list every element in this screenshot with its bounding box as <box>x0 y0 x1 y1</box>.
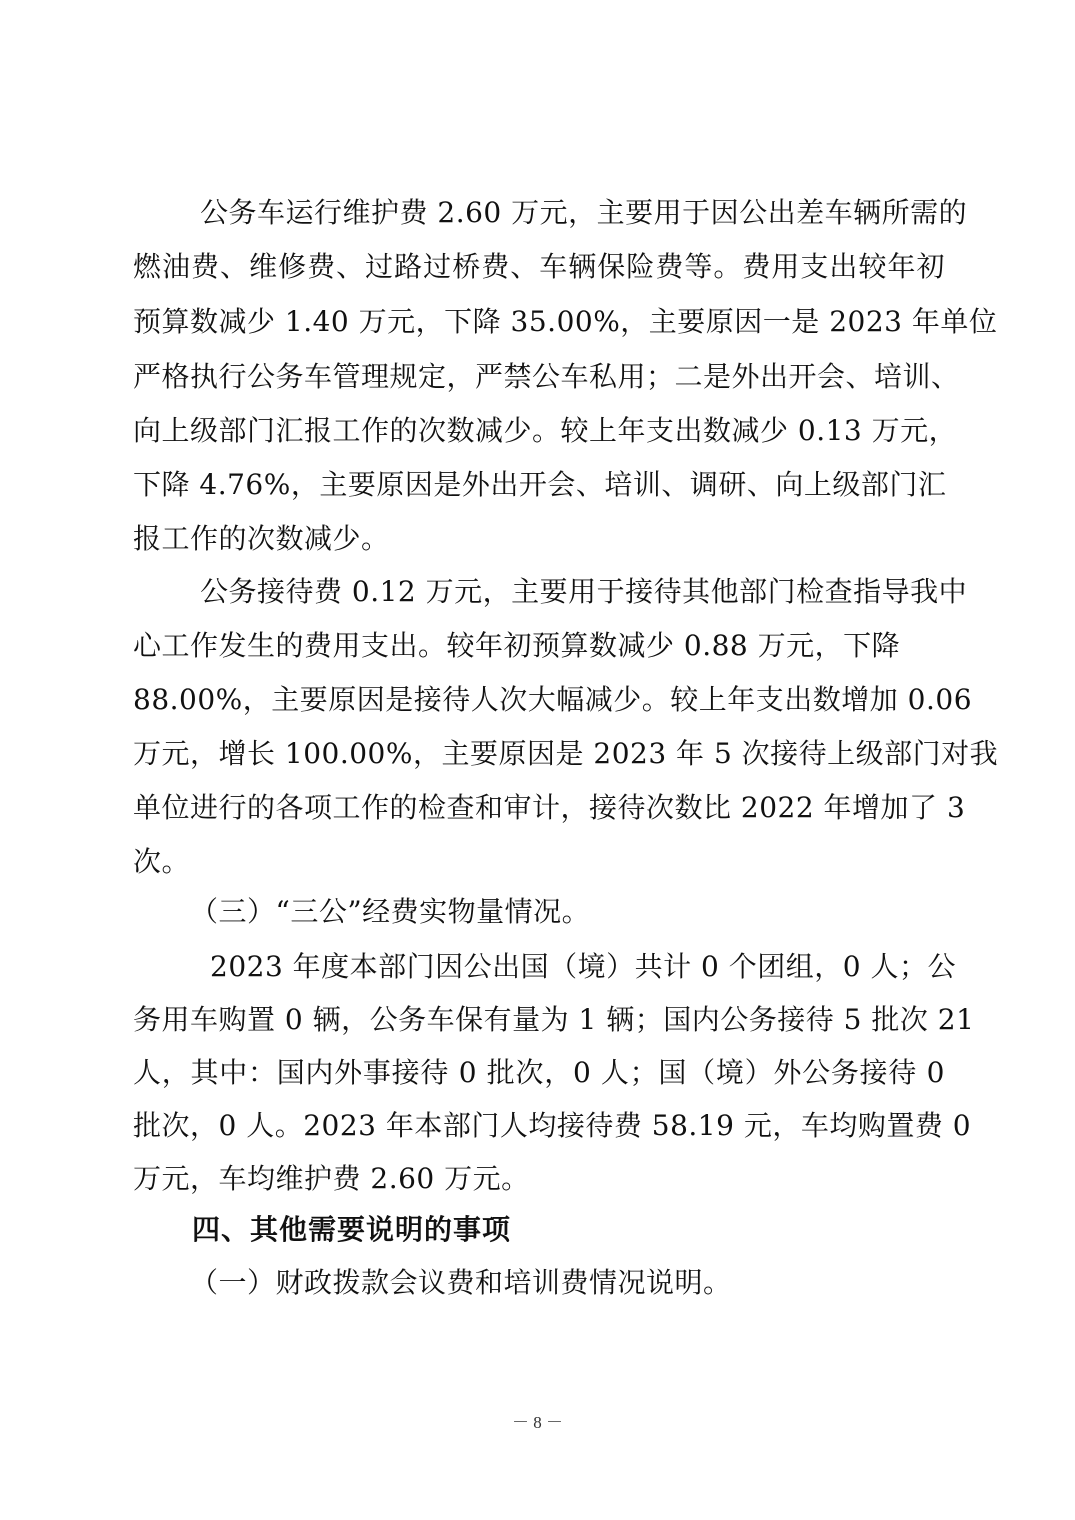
paragraph-line: 向上级部门汇报工作的次数减少。较上年支出数减少 0.13 万元， <box>133 414 958 447</box>
paragraph-line: 单位进行的各项工作的检查和审计，接待次数比 2022 年增加了 3 <box>133 791 966 824</box>
paragraph-line: 万元，车均维护费 2.60 万元。 <box>133 1162 530 1195</box>
paragraph-line: 公务车运行维护费 2.60 万元，主要用于因公出差车辆所需的 <box>200 196 968 229</box>
paragraph-line: 预算数减少 1.40 万元，下降 35.00%，主要原因一是 2023 年单位 <box>133 305 998 338</box>
section-subheading: （三）“三公”经费实物量情况。 <box>190 895 591 928</box>
section-heading: 四、其他需要说明的事项 <box>192 1213 512 1246</box>
paragraph-line: 2023 年度本部门因公出国（境）共计 0 个团组，0 人；公 <box>210 950 956 983</box>
paragraph-line: 报工作的次数减少。 <box>133 522 390 555</box>
paragraph-line: 心工作发生的费用支出。较年初预算数减少 0.88 万元，下降 <box>133 629 901 662</box>
paragraph-line: 务用车购置 0 辆，公务车保有量为 1 辆；国内公务接待 5 批次 21 <box>133 1003 975 1036</box>
paragraph-line: 万元，增长 100.00%，主要原因是 2023 年 5 次接待上级部门对我 <box>133 737 999 770</box>
page-number: － 8 － <box>512 1413 563 1432</box>
section-subheading: （一）财政拨款会议费和培训费情况说明。 <box>190 1266 732 1299</box>
paragraph-line: 次。 <box>133 845 191 878</box>
paragraph-line: 批次，0 人。2023 年本部门人均接待费 58.19 元，车均购置费 0 <box>133 1109 972 1142</box>
paragraph-line: 下降 4.76%，主要原因是外出开会、培训、调研、向上级部门汇 <box>133 468 947 501</box>
paragraph-line: 人，其中：国内外事接待 0 批次，0 人；国（境）外公务接待 0 <box>133 1056 945 1089</box>
paragraph-line: 严格执行公务车管理规定，严禁公车私用；二是外出开会、培训、 <box>133 360 960 393</box>
paragraph-line: 88.00%，主要原因是接待人次大幅减少。较上年支出数增加 0.06 <box>133 683 973 716</box>
paragraph-line: 燃油费、维修费、过路过桥费、车辆保险费等。费用支出较年初 <box>133 250 945 283</box>
paragraph-line: 公务接待费 0.12 万元，主要用于接待其他部门检查指导我中 <box>200 575 968 608</box>
